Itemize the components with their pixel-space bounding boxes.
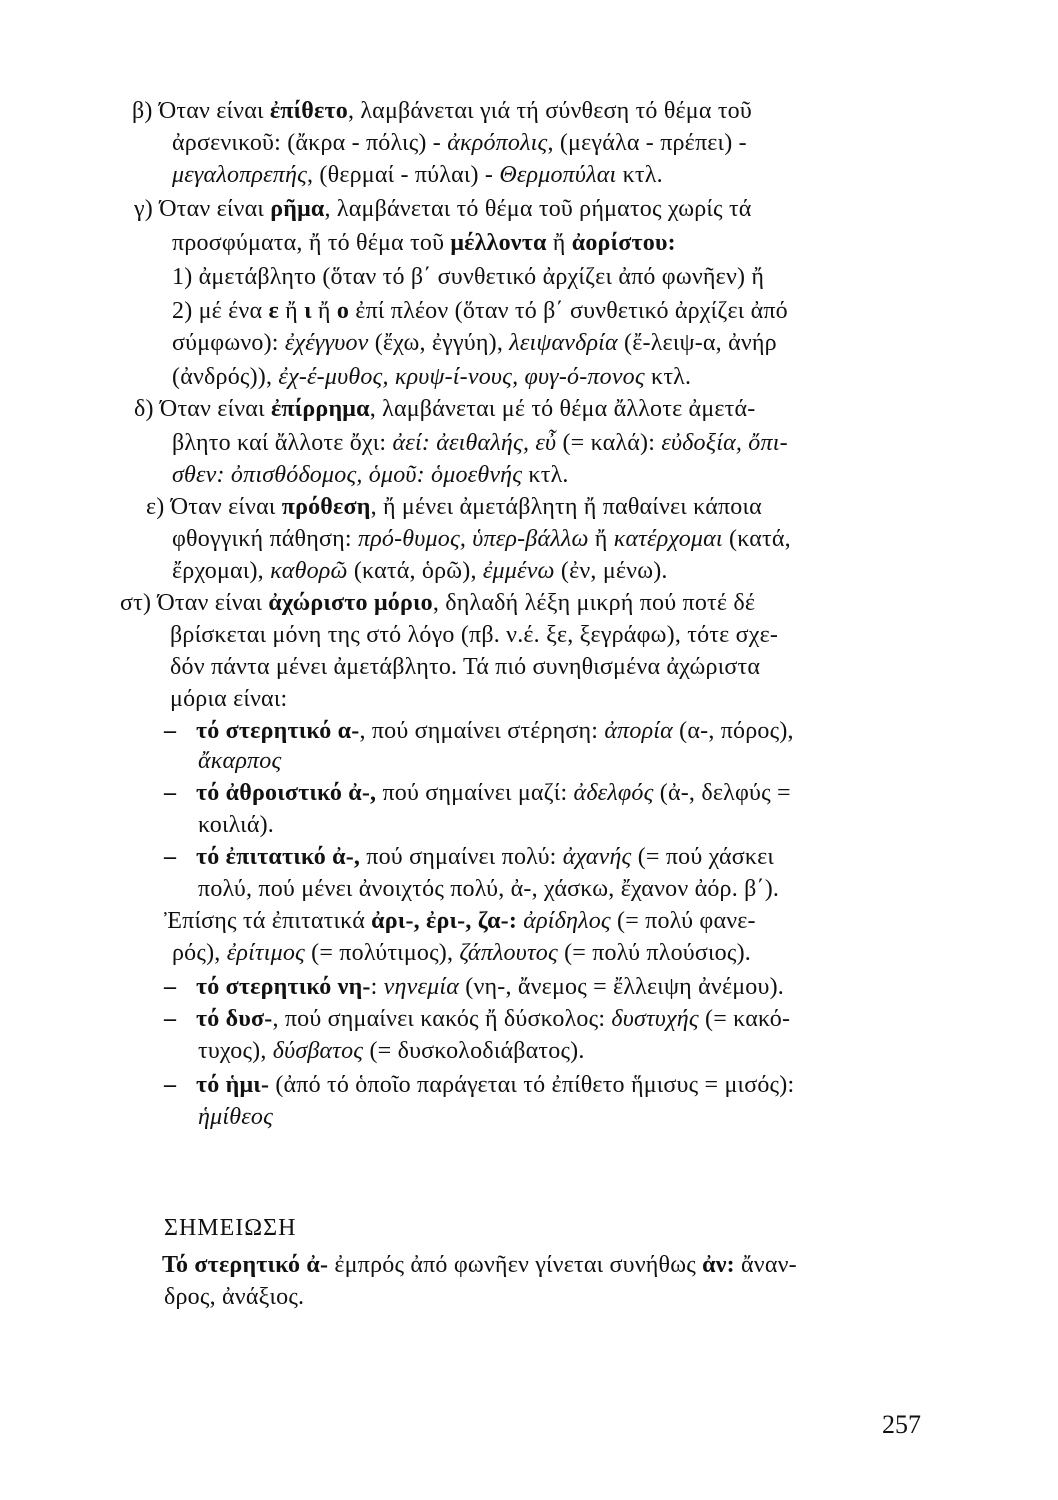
section-d-line-1: δ) Όταν είναι ἐπίρρημα, λαμβάνεται μέ τό θέμα ἄλλοτε ἀμετά- (134, 396, 756, 422)
note-heading: ΣΗΜΕΙΩΣΗ (164, 1215, 297, 1241)
list-item-hemi-cont: ἡμίθεος (198, 1104, 274, 1130)
list-item-steretiko-a: τό στερητικό α-, πού σημαίνει στέρηση: ἀπορία (α-, πόρος), (196, 718, 794, 744)
list-item-dys-cont: τυχος), δύσβατος (= δυσκολοδιάβατος). (198, 1038, 585, 1064)
section-st-line-4: μόρια είναι: (170, 686, 288, 712)
list-dash: – (164, 974, 176, 1000)
section-st-line-3: δόν πάντα μένει ἀμετάβλητο. Τά πιό συνηθισμένα ἀχώριστα (170, 654, 761, 680)
section-e-line-1: ε) Όταν είναι πρόθεση, ἤ μένει ἀμετάβλητη ἤ παθαίνει κάποια (146, 494, 762, 520)
list-dash: – (164, 718, 176, 744)
section-g-line-6: (ἀνδρός)), ἐχ-έ-μυθος, κρυψ-ί-νους, φυγ-ό-πονος κτλ. (172, 364, 692, 390)
section-marker: στ) (120, 590, 152, 616)
section-g-line-1: γ) Όταν είναι ρῆμα, λαμβάνεται τό θέμα τοῦ ρήματος χωρίς τά (134, 196, 752, 222)
list-item-dys: τό δυσ-, πού σημαίνει κακός ἤ δύσκολος: δυστυχής (= κακό- (196, 1006, 791, 1032)
section-marker: ε) (146, 494, 165, 520)
section-marker: δ) (134, 396, 154, 422)
list-item-steretiko-ne: τό στερητικό νη-: νηνεμία (νη-, ἄνεμος = ἔλλειψη ἀνέμου). (196, 974, 784, 1000)
list-dash: – (164, 1006, 176, 1032)
section-marker: γ) (134, 196, 153, 222)
list-dash: – (164, 780, 176, 806)
section-d-line-2: βλητο καί ἄλλοτε ὄχι: ἀεί: ἀειθαλής, εὖ (= καλά): εὐδοξία, ὄπι- (172, 430, 788, 456)
section-g-line-4: 2) μέ ένα ε ἤ ι ἤ ο ἐπί πλέον (ὅταν τό β΄ συνθετικό ἀρχίζει ἀπό (172, 298, 788, 324)
list-item-epitatiko-a: τό ἐπιτατικό ἀ-, πού σημαίνει πολύ: ἀχανής (= πού χάσκει (196, 844, 775, 870)
epitatika-line-2: ρός), ἐρίτιμος (= πολύτιμος), ζάπλουτος (= πολύ πλούσιος). (172, 940, 751, 966)
section-b-line-1: β) Όταν είναι ἐπίθετο, λαμβάνεται γιά τή σύνθεση τό θέμα τοῦ (132, 98, 752, 124)
section-b-line-2: ἀρσενικοῦ: (ἄκρα - πόλις) - ἀκρόπολις, (μεγάλα - πρέπει) - (172, 130, 747, 156)
section-st-line-1: στ) Όταν είναι ἀχώριστο μόριο, δηλαδή λέξη μικρή πού ποτέ δέ (120, 590, 756, 616)
section-marker: β) (132, 98, 153, 124)
list-item-steretiko-a-cont: ἄκαρπος (198, 748, 282, 774)
note-line-1: Τό στερητικό ἀ- ἐμπρός ἀπό φωνῆεν γίνεται συνήθως ἀν: ἄναν- (162, 1252, 797, 1278)
section-b-line-3: μεγαλοπρεπής, (θερμαί - πύλαι) - Θερμοπύλαι κτλ. (172, 162, 663, 188)
section-g-line-2: προσφύματα, ἤ τό θέμα τοῦ μέλλοντα ἤ ἀορίστου: (172, 230, 676, 256)
section-st-line-2: βρίσκεται μόνη της στό λόγο (πβ. ν.έ. ξε, ξεγράφω), τότε σχε- (170, 622, 779, 648)
list-item-hemi: τό ἡμι- (ἀπό τό ὁποῖο παράγεται τό ἐπίθετο ἥμισυς = μισός): (196, 1072, 795, 1098)
page-number: 257 (882, 1410, 921, 1439)
section-g-line-3: 1) ἀμετάβλητο (ὅταν τό β΄ συνθετικό ἀρχίζει ἀπό φωνῆεν) ἤ (172, 264, 765, 290)
list-item-athroistiko-a: τό ἀθροιστικό ἀ-, πού σημαίνει μαζί: ἀδελφός (ἀ-, δελφύς = (196, 780, 791, 806)
epitatika-line-1: Ἐπίσης τά ἐπιτατικά ἀρι-, ἐρι-, ζα-: ἀρίδηλος (= πολύ φανε- (164, 908, 756, 934)
note-line-2: δρος, ἀνάξιος. (164, 1284, 305, 1310)
list-dash: – (164, 844, 176, 870)
list-dash: – (164, 1072, 176, 1098)
section-e-line-3: ἔρχομαι), καθορῶ (κατά, ὁρῶ), ἐμμένω (ἐν, μένω). (172, 558, 668, 584)
section-e-line-2: φθογγική πάθηση: πρό-θυμος, ὑπερ-βάλλω ἤ κατέρχομαι (κατά, (172, 526, 791, 552)
list-item-athroistiko-a-cont: κοιλιά). (198, 812, 274, 838)
section-d-line-3: σθεν: ὀπισθόδομος, ὁμοῦ: ὁμοεθνής κτλ. (172, 462, 569, 488)
section-g-line-5: σύμφωνο): ἐχέγγυον (ἔχω, ἐγγύη), λειψανδρία (ἔ-λειψ-α, ἀνήρ (172, 330, 777, 356)
list-item-epitatiko-a-cont: πολύ, πού μένει ἀνοιχτός πολύ, ἀ-, χάσκω, ἔχανον ἀόρ. β΄). (198, 876, 780, 902)
